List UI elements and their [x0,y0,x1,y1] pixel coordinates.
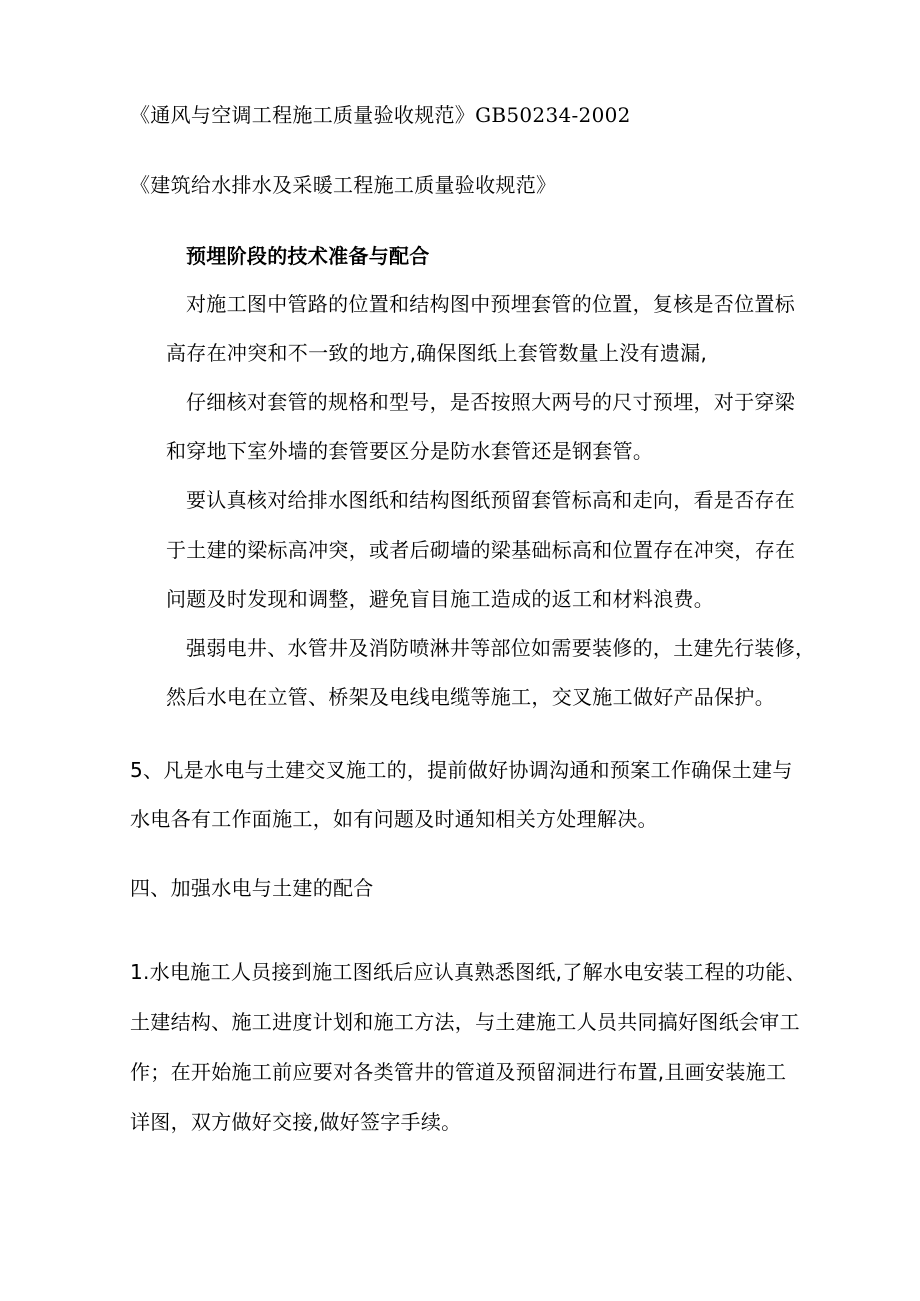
numbered-item-1-continuation: 详图，双方做好交接,做好签字手续。 [130,1110,462,1134]
paragraph-line: 高存在冲突和不一致的地方,确保图纸上套管数量上没有遗漏, [166,341,708,365]
section-heading: 预埋阶段的技术准备与配合 [186,244,430,268]
numbered-item-5-continuation: 水电各有工作面施工，如有问题及时通知相关方处理解决。 [130,807,658,831]
reference-hvac-code: 《通风与空调工程施工质量验收规范》GB50234-2002 [130,103,631,127]
numbered-item-5: 5、凡是水电与土建交叉施工的，提前做好协调沟通和预案工作确保土建与 [130,758,793,782]
paragraph-line: 于土建的梁标高冲突，或者后砌墙的梁基础标高和位置存在冲突，存在 [166,538,796,562]
paragraph-line: 问题及时发现和调整，避免盲目施工造成的返工和材料浪费。 [166,587,715,611]
paragraph-line: 然后水电在立管、桥架及电线电缆等施工，交叉施工做好产品保护。 [166,685,775,709]
paragraph-line: 仔细核对套管的规格和型号，是否按照大两号的尺寸预埋，对于穿梁 [186,390,795,414]
paragraph-line: 对施工图中管路的位置和结构图中预埋套管的位置，复核是否位置标 [186,292,795,316]
reference-plumbing-code: 《建筑给水排水及采暖工程施工质量验收规范》 [130,173,557,197]
paragraph-line: 要认真核对给排水图纸和结构图纸预留套管标高和走向，看是否存在 [186,488,795,512]
section-title-4: 四、加强水电与土建的配合 [130,876,374,900]
numbered-item-1-continuation: 土建结构、施工进度计划和施工方法，与土建施工人员共同搞好图纸会审工 [130,1010,800,1034]
paragraph-line: 和穿地下室外墙的套管要区分是防水套管还是钢套管。 [166,439,654,463]
paragraph-line: 强弱电井、水管井及消防喷淋井等部位如需要装修的，土建先行装修， [186,636,816,660]
numbered-item-1-continuation: 作；在开始施工前应要对各类管井的管道及预留洞进行布置,且画安装施工 [130,1060,787,1084]
numbered-item-1: 1.水电施工人员接到施工图纸后应认真熟悉图纸,了解水电安装工程的功能、 [130,960,806,984]
